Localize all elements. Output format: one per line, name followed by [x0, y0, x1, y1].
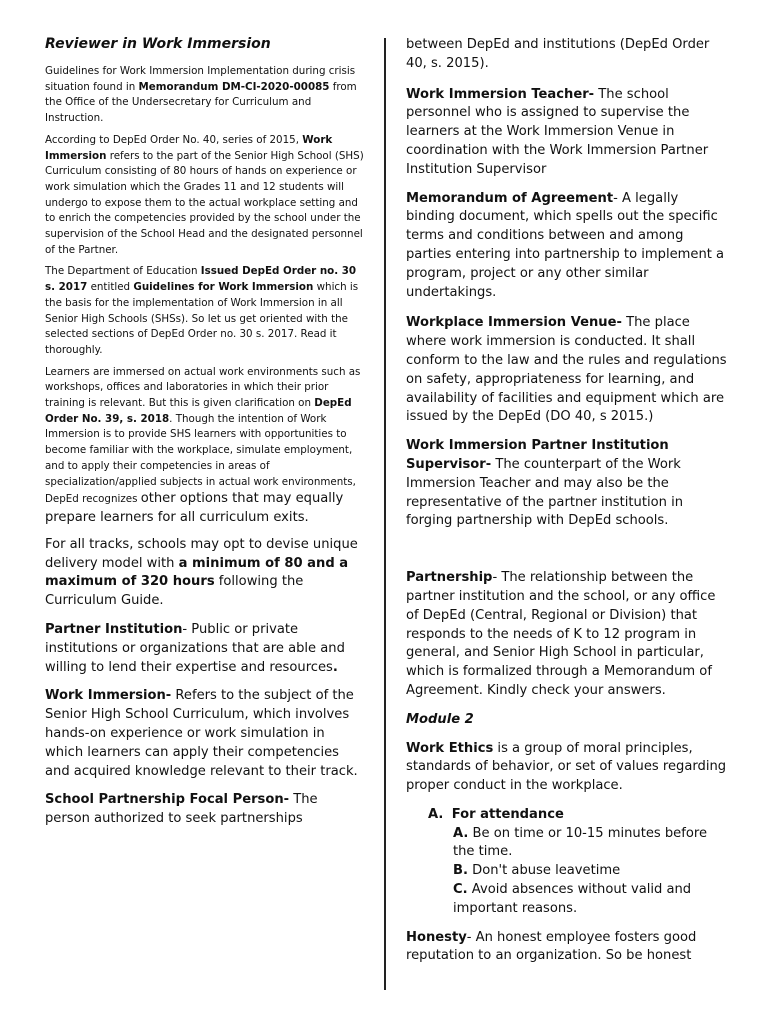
column-divider	[384, 38, 386, 990]
paragraph-deped-order-30: The Department of Education Issued DepEd Order no. 30 s. 2017 entitled Guidelines for Work Immersion which is the basis for the implementation of Work Immersion in all Senior High Schools (SHSs). So let us get oriented with the selected sections of DepEd Order no. 30 s. 2017. Read it thoroughly.	[45, 265, 359, 356]
definition-partnership: Partnership- The relationship between the partner institution and the school, or any office of DepEd (Central, Regional or Division) that responds to the needs of K to 12 program in general, and Senior High School in particular, which is formalized through a Memorandum of Agreement. Kindly check your answers.	[406, 570, 716, 698]
page-title: Reviewer in Work Immersion	[45, 36, 271, 52]
definition-school-partnership-focal-person: School Partnership Focal Person- The person authorized to seek partnerships	[45, 792, 318, 827]
list-item: C. Avoid absences without valid and important reasons.	[453, 882, 692, 916]
right-column	[406, 36, 728, 966]
definition-memorandum-of-agreement: Memorandum of Agreement- A legally binding document, which spells out the specific terms and conditions between and among parties entering into partnership to implement a program, project or any other similar undertakings.	[406, 190, 725, 300]
definition-partner-institution-supervisor: Work Immersion Partner Institution Supervisor- The counterpart of the Work Immersion Teacher and may also be the representative of the partner institution in forging partnership with DepEd schools.	[406, 438, 684, 529]
list-item: B. Don't abuse leavetime	[453, 863, 621, 879]
module-heading: Module 2	[406, 711, 474, 727]
left-column	[45, 36, 365, 829]
list-item: A. Be on time or 10-15 minutes before the time.	[453, 825, 708, 860]
attendance-list	[406, 806, 728, 919]
paragraph-learners-immersed: Learners are immersed on actual work environments such as workshops, offices and laboratories in which their prior training is relevant. But this is given clarification on DepEd Order No. 39, s. 2018. Though the intention of Work Immersion is to provide SHS learners with opportunities to become familiar with the workplace, simulate employment, and to apply their competencies in areas of specialization/applied subjects in actual work environments, DepEd recognizes other options that may equally prepare learners for all curriculum exits.	[45, 365, 361, 526]
list-heading: A. For attendance	[428, 806, 564, 822]
definition-work-immersion: Work Immersion- Refers to the subject of the Senior High School Curriculum, which involves hands-on experience or work simulation in which learners can apply their competencies and acquired knowledge relevant to their track.	[45, 688, 358, 779]
definition-honesty: Honesty- An honest employee fosters good reputation to an organization. So be honest	[406, 929, 697, 964]
definition-workplace-immersion-venue: Workplace Immersion Venue- The place where work immersion is conducted. It shall conform to the law and the rules and regulations on safety, appropriateness for learning, and availability of facilities and equipment which are issued by the DepEd (DO 40, s 2015.)	[406, 315, 727, 425]
paragraph-deped-order-40: According to DepEd Order No. 40, series of 2015, Work Immersion refers to the part of the Senior High School (SHS) Curriculum consisting of 80 hours of hands on experience or work simulation which the Grades 11 and 12 students will undergo to expose them to the actual workplace setting and to enrich the competencies provided by the school under the supervision of the School Head and the designated personnel of the Partner.	[45, 133, 364, 256]
definition-work-ethics: Work Ethics is a group of moral principles, standards of behavior, or set of values regarding proper conduct in the workplace.	[406, 740, 727, 794]
definition-work-immersion-teacher: Work Immersion Teacher- The school personnel who is assigned to supervise the learners at the Work Immersion Venue in coordination with the Work Immersion Partner Institution Supervisor	[406, 86, 709, 177]
definition-partner-institution: Partner Institution- Public or private institutions or organizations that are able and willing to lend their expertise and resources.	[45, 622, 345, 675]
paragraph-all-tracks: For all tracks, schools may opt to devise unique delivery model with a minimum of 80 and a maximum of 320 hours following the Curriculum Guide.	[45, 536, 358, 609]
paragraph-guidelines: Guidelines for Work Immersion Implementation during crisis situation found in Memorandum DM-CI-2020-00085 from the Office of the Undersecretary for Curriculum and Instruction.	[45, 65, 357, 125]
paragraph-continued: between DepEd and institutions (DepEd Order 40, s. 2015).	[406, 37, 710, 71]
